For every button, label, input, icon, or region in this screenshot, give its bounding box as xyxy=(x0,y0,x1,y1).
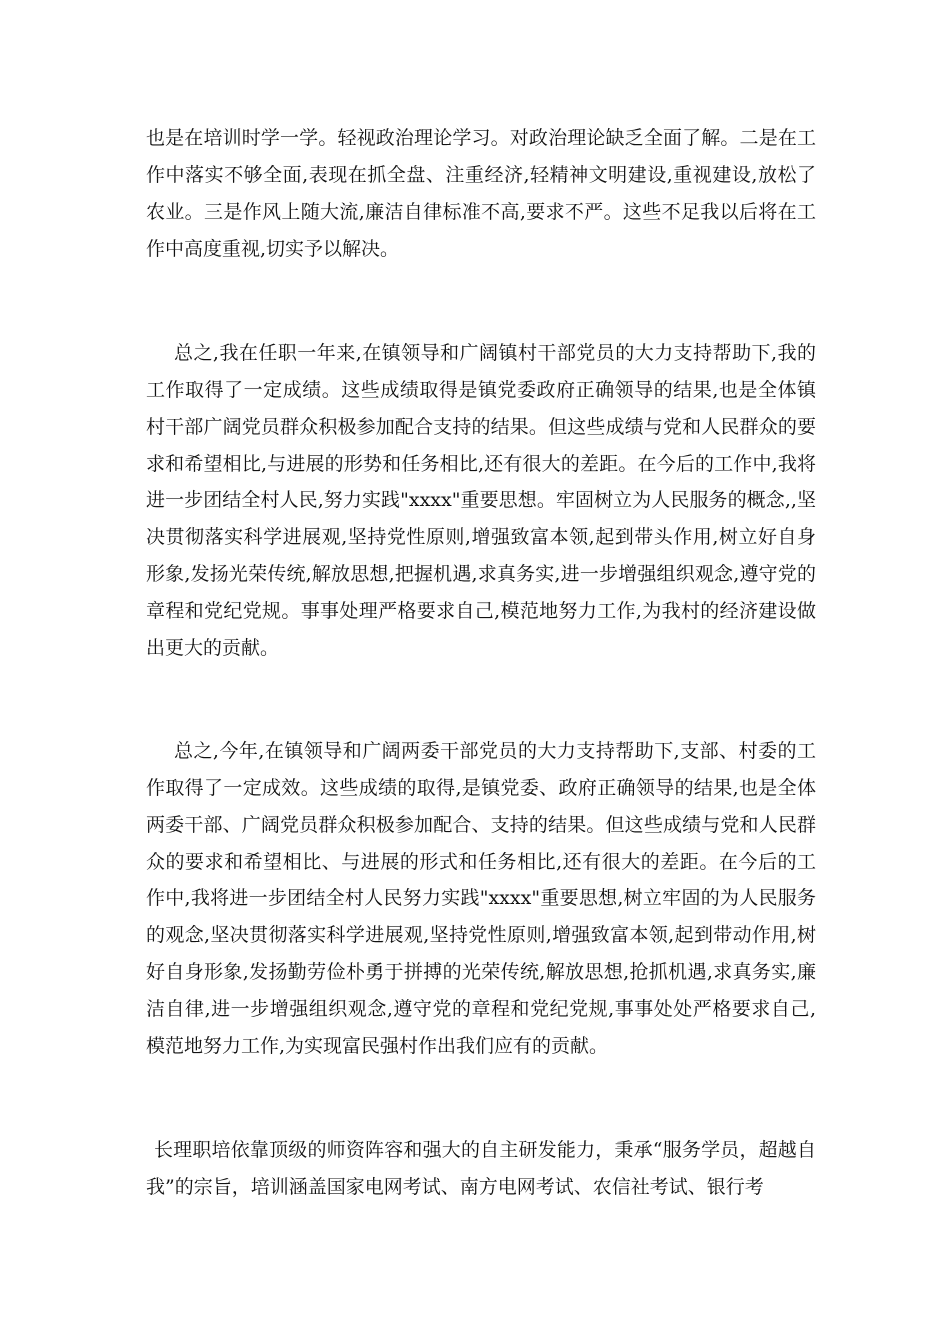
paragraph-conclusion-second: 总之,今年,在镇领导和广阔两委干部党员的大力支持帮助下,支部、村委的工作取得了一定成效。这些成绩的取得,是镇党委、政府正确领导的结果,也是全体两委干部、广阔党员群众积极参加配合、支持的结果。但这些成绩与党和人民群众的要求和希望相比、与进展的形式和任务相比,还有很大的差距。在今后的工作中,我将进一步团结全村人民努力实践"xxxx"重要思想,树立牢固的为人民服务的观念,坚决贯彻落实科学进展观,坚持党性原则,增强致富本领,起到带动作用,树好自身形象,发扬勤劳俭朴勇于拼搏的光荣传统,解放思想,抢抓机遇,求真务实,廉洁自律,进一步增强组织观念,遵守党的章程和党纪党规,事事处处严格要求自己,模范地努力工作,为实现富民强村作出我们应有的贡献。 xyxy=(146,740,816,1057)
paragraph-advertisement: 长理职培依靠顶级的师资阵容和强大的自主研发能力，秉承“服务学员，超越自我”的宗旨，培训涵盖国家电网考试、南方电网考试、农信社考试、银行考 xyxy=(146,1139,816,1198)
paragraph-shortcomings: 也是在培训时学一学。轻视政治理论学习。对政治理论缺乏全面了解。二是在工作中落实不够全面,表现在抓全盘、注重经济,轻精神文明建设,重视建设,放松了农业。三是作风上随大流,廉洁自律标准不高,要求不严。这些不足我以后将在工作中高度重视,切实予以解决。 xyxy=(146,127,816,260)
paragraph-conclusion-first: 总之,我在任职一年来,在镇领导和广阔镇村干部党员的大力支持帮助下,我的工作取得了一定成绩。这些成绩取得是镇党委政府正确领导的结果,也是全体镇村干部广阔党员群众积极参加配合支持的结果。但这些成绩与党和人民群众的要求和希望相比,与进展的形势和任务相比,还有很大的差距。在今后的工作中,我将进一步团结全村人民,努力实践"xxxx"重要思想。牢固树立为人民服务的概念,,坚决贯彻落实科学进展观,坚持党性原则,增强致富本领,起到带头作用,树立好自身形象,发扬光荣传统,解放思想,把握机遇,求真务实,进一步增强组织观念,遵守党的章程和党纪党规。事事处理严格要求自己,模范地努力工作,为我村的经济建设做出更大的贡献。 xyxy=(146,342,816,659)
